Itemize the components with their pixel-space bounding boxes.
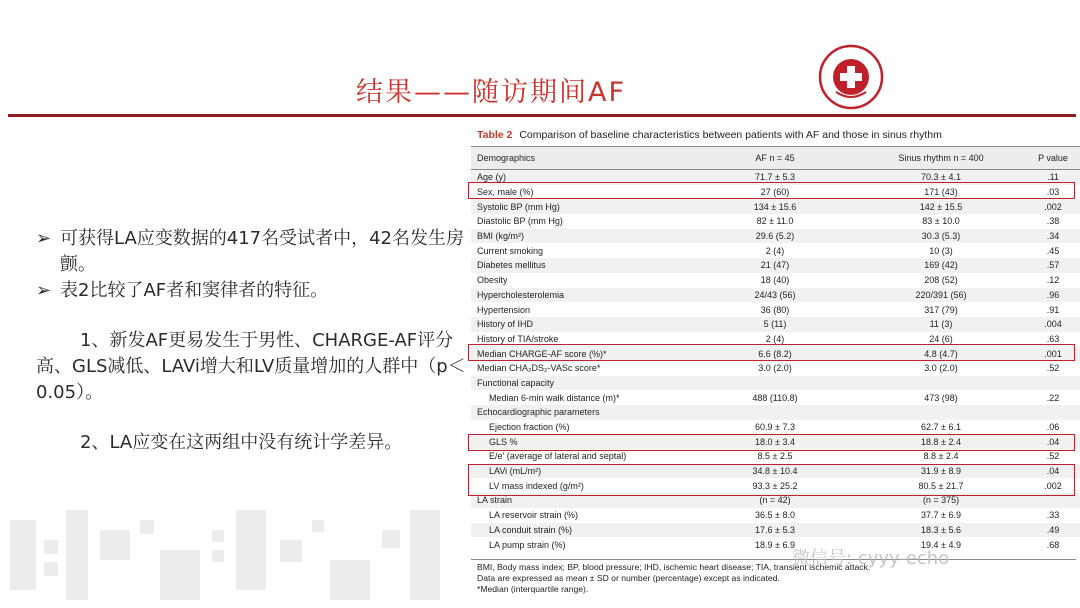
table-row xyxy=(471,258,1080,273)
header-sinus-rhythm: Sinus rhythm n = 400 xyxy=(898,153,984,163)
row-af-value: 2 (4) xyxy=(765,333,785,344)
row-p-value: .91 xyxy=(1046,304,1060,315)
table-row xyxy=(471,508,1080,523)
table-row xyxy=(471,420,1080,435)
row-label: Obesity xyxy=(477,275,508,286)
watermark: 微信号: cyyy-echo xyxy=(792,548,950,569)
row-af-value: 29.6 (5.2) xyxy=(755,231,795,242)
table-row xyxy=(471,376,1080,391)
table-row xyxy=(471,243,1080,258)
footnote-abbrev: BMI, Body mass index; BP, blood pressure; IHD, ischemic heart disease; TIA, transient ischemic attack. xyxy=(477,562,871,572)
row-p-value: .22 xyxy=(1046,392,1060,403)
row-label: Median 6-min walk distance (m)* xyxy=(489,392,620,403)
row-label: LAVi (mL/m²) xyxy=(489,466,542,477)
row-sr-value: 70.3 ± 4.1 xyxy=(921,172,961,183)
table-row xyxy=(471,523,1080,538)
row-p-value: .12 xyxy=(1046,275,1060,286)
row-p-value: .04 xyxy=(1046,466,1060,477)
row-sr-value: 473 (98) xyxy=(924,392,958,403)
bullet-arrow-icon: ➢ xyxy=(36,228,52,249)
row-label: LA reservoir strain (%) xyxy=(489,510,579,521)
row-af-value: 36 (80) xyxy=(760,304,790,315)
finding-paragraph-1: 1、新发AF更易发生于男性、CHARGE-AF评分高、GLS减低、LAVi增大和LV质量增加的人群中（p＜0.05）。 xyxy=(36,330,466,403)
row-sr-value: 24 (6) xyxy=(929,333,953,344)
row-af-value: 34.8 ± 10.4 xyxy=(752,466,798,477)
row-p-value: .63 xyxy=(1046,333,1060,344)
row-label: LA strain xyxy=(477,495,513,506)
row-label: Current smoking xyxy=(477,245,544,256)
row-label: Diabetes mellitus xyxy=(477,260,546,271)
row-af-value: 27 (60) xyxy=(760,187,790,198)
row-af-value: 134 ± 15.6 xyxy=(753,201,797,212)
row-af-value: (n = 42) xyxy=(759,495,791,506)
row-af-value: 5 (11) xyxy=(763,319,787,330)
row-label: Functional capacity xyxy=(477,377,555,388)
row-p-value: .52 xyxy=(1046,451,1060,462)
row-p-value: .57 xyxy=(1046,260,1060,271)
row-label: Hypertension xyxy=(477,304,531,315)
table-title xyxy=(471,124,1080,146)
table-row xyxy=(471,449,1080,464)
row-sr-value: 10 (3) xyxy=(929,245,953,256)
title-rule xyxy=(8,114,1076,117)
row-p-value: .52 xyxy=(1046,363,1060,374)
row-label: Echocardiographic parameters xyxy=(477,407,600,418)
row-label: LV mass indexed (g/m²) xyxy=(489,480,584,491)
table-row xyxy=(471,537,1080,552)
table-row xyxy=(471,317,1080,332)
row-label: Diastolic BP (mm Hg) xyxy=(477,216,563,227)
row-p-value: .04 xyxy=(1046,436,1060,447)
row-p-value: .11 xyxy=(1047,172,1059,183)
row-af-value: 36.5 ± 8.0 xyxy=(755,510,795,521)
table-row xyxy=(471,214,1080,229)
row-af-value: 60.9 ± 7.3 xyxy=(755,422,795,433)
row-p-value: .45 xyxy=(1046,245,1060,256)
row-af-value: 488 (110.8) xyxy=(752,392,798,403)
footnote-data: Data are expressed as mean ± SD or number (percentage) except as indicated. xyxy=(477,573,780,583)
row-p-value: .38 xyxy=(1046,216,1060,227)
row-p-value: .06 xyxy=(1046,422,1060,433)
row-p-value: .004 xyxy=(1044,319,1062,330)
row-p-value: .96 xyxy=(1046,289,1060,300)
bullet-item xyxy=(36,278,468,304)
table-row xyxy=(471,229,1080,244)
row-label: BMI (kg/m²) xyxy=(477,231,524,242)
row-label: Ejection fraction (%) xyxy=(489,422,570,433)
table-row xyxy=(471,405,1080,420)
row-p-value: .002 xyxy=(1044,480,1062,491)
row-sr-value: 171 (43) xyxy=(924,187,958,198)
row-af-value: 18.0 ± 3.4 xyxy=(755,436,795,447)
row-label: E/e' (average of lateral and septal) xyxy=(489,451,627,462)
row-af-value: 8.5 ± 2.5 xyxy=(757,451,793,462)
table-caption: Comparison of baseline characteristics between patients with AF and those in sinus rhythm xyxy=(519,129,942,141)
row-sr-value: 317 (79) xyxy=(924,304,958,315)
bullet-list xyxy=(36,226,468,456)
hospital-logo xyxy=(818,44,884,110)
row-sr-value: 18.3 ± 5.6 xyxy=(921,524,961,535)
row-sr-value: 142 ± 15.5 xyxy=(919,201,963,212)
footnote-rule xyxy=(471,559,1076,560)
row-label: LA pump strain (%) xyxy=(489,539,566,550)
row-af-value: 17.6 ± 5.3 xyxy=(755,524,795,535)
row-sr-value: 8.8 ± 2.4 xyxy=(923,451,959,462)
row-label: Systolic BP (mm Hg) xyxy=(477,201,560,212)
row-sr-value: 62.7 ± 6.1 xyxy=(921,422,961,433)
row-p-value: .33 xyxy=(1046,510,1060,521)
row-sr-value: 3.0 (2.0) xyxy=(924,363,958,374)
row-af-value: 2 (4) xyxy=(765,245,785,256)
table-row xyxy=(471,302,1080,317)
row-p-value: .002 xyxy=(1044,201,1062,212)
header-demographics: Demographics xyxy=(477,153,536,163)
highlight-sex-male xyxy=(468,182,1075,199)
row-sr-value: 220/391 (56) xyxy=(915,289,967,300)
finding-paragraph-2: 2、LA应变在这两组中没有统计学差异。 xyxy=(80,432,403,453)
row-sr-value: 18.8 ± 2.4 xyxy=(921,436,961,447)
row-label: Median CHARGE-AF score (%)* xyxy=(477,348,607,359)
bullet-arrow-icon: ➢ xyxy=(36,280,52,301)
row-sr-value: 37.7 ± 6.9 xyxy=(921,510,961,521)
row-sr-value: (n = 375) xyxy=(922,495,960,506)
table-row xyxy=(471,361,1080,376)
row-sr-value: 30.3 (5.3) xyxy=(921,231,961,242)
slide-title: 结果——随访期间AF xyxy=(356,77,627,108)
row-p-value: .03 xyxy=(1046,187,1060,198)
row-af-value: 3.0 (2.0) xyxy=(758,363,792,374)
row-af-value: 82 ± 11.0 xyxy=(756,216,794,227)
highlight-lavi-lvmass xyxy=(468,464,1075,496)
bullet-item xyxy=(36,226,468,278)
header-af: AF n = 45 xyxy=(755,153,795,163)
row-af-value: 71.7 ± 5.3 xyxy=(755,172,795,183)
footnote-median: *Median (interquartile range). xyxy=(477,584,589,594)
table-row xyxy=(471,390,1080,405)
row-label: History of TIA/stroke xyxy=(477,333,559,344)
decorative-pattern xyxy=(0,470,470,608)
row-label: History of IHD xyxy=(477,319,534,330)
table-row xyxy=(471,273,1080,288)
table-header xyxy=(471,146,1080,170)
row-label: Hypercholesterolemia xyxy=(477,289,565,300)
row-p-value: .49 xyxy=(1046,524,1060,535)
header-p-value: P value xyxy=(1038,153,1068,163)
row-label: Age (y) xyxy=(477,172,507,183)
row-sr-value: 169 (42) xyxy=(924,260,958,271)
row-af-value: 21 (47) xyxy=(760,260,790,271)
row-p-value: .001 xyxy=(1044,348,1062,359)
table-label: Table 2 xyxy=(477,129,513,141)
row-sr-value: 19.4 ± 4.9 xyxy=(921,539,961,550)
bullet-text: 可获得LA应变数据的417名受试者中，42名发生房颤。 xyxy=(60,228,465,275)
row-label: Median CHA₂DS₂-VASc score* xyxy=(477,363,601,374)
row-af-value: 18 (40) xyxy=(760,275,790,286)
row-sr-value: 11 (3) xyxy=(929,319,953,330)
highlight-charge-af xyxy=(468,344,1075,361)
row-label: Sex, male (%) xyxy=(477,187,534,198)
row-p-value: .34 xyxy=(1046,231,1060,242)
row-sr-value: 83 ± 10.0 xyxy=(922,216,960,227)
bullet-text: 表2比较了AF者和窦律者的特征。 xyxy=(60,280,329,301)
row-sr-value: 208 (52) xyxy=(924,275,958,286)
row-af-value: 24/43 (56) xyxy=(754,289,796,300)
table-row xyxy=(471,288,1080,303)
row-af-value: 18.9 ± 6.9 xyxy=(755,539,795,550)
highlight-gls xyxy=(468,434,1075,451)
row-af-value: 6.6 (8.2) xyxy=(758,348,792,359)
row-p-value: .68 xyxy=(1046,539,1060,550)
row-label: GLS % xyxy=(489,436,518,447)
row-af-value: 93.3 ± 25.2 xyxy=(752,480,798,491)
table-footnotes xyxy=(477,562,1077,595)
table-row xyxy=(471,199,1080,214)
row-sr-value: 31.9 ± 8.9 xyxy=(921,466,961,477)
row-sr-value: 80.5 ± 21.7 xyxy=(918,480,964,491)
row-sr-value: 4.8 (4.7) xyxy=(924,348,958,359)
row-label: LA conduit strain (%) xyxy=(489,524,573,535)
